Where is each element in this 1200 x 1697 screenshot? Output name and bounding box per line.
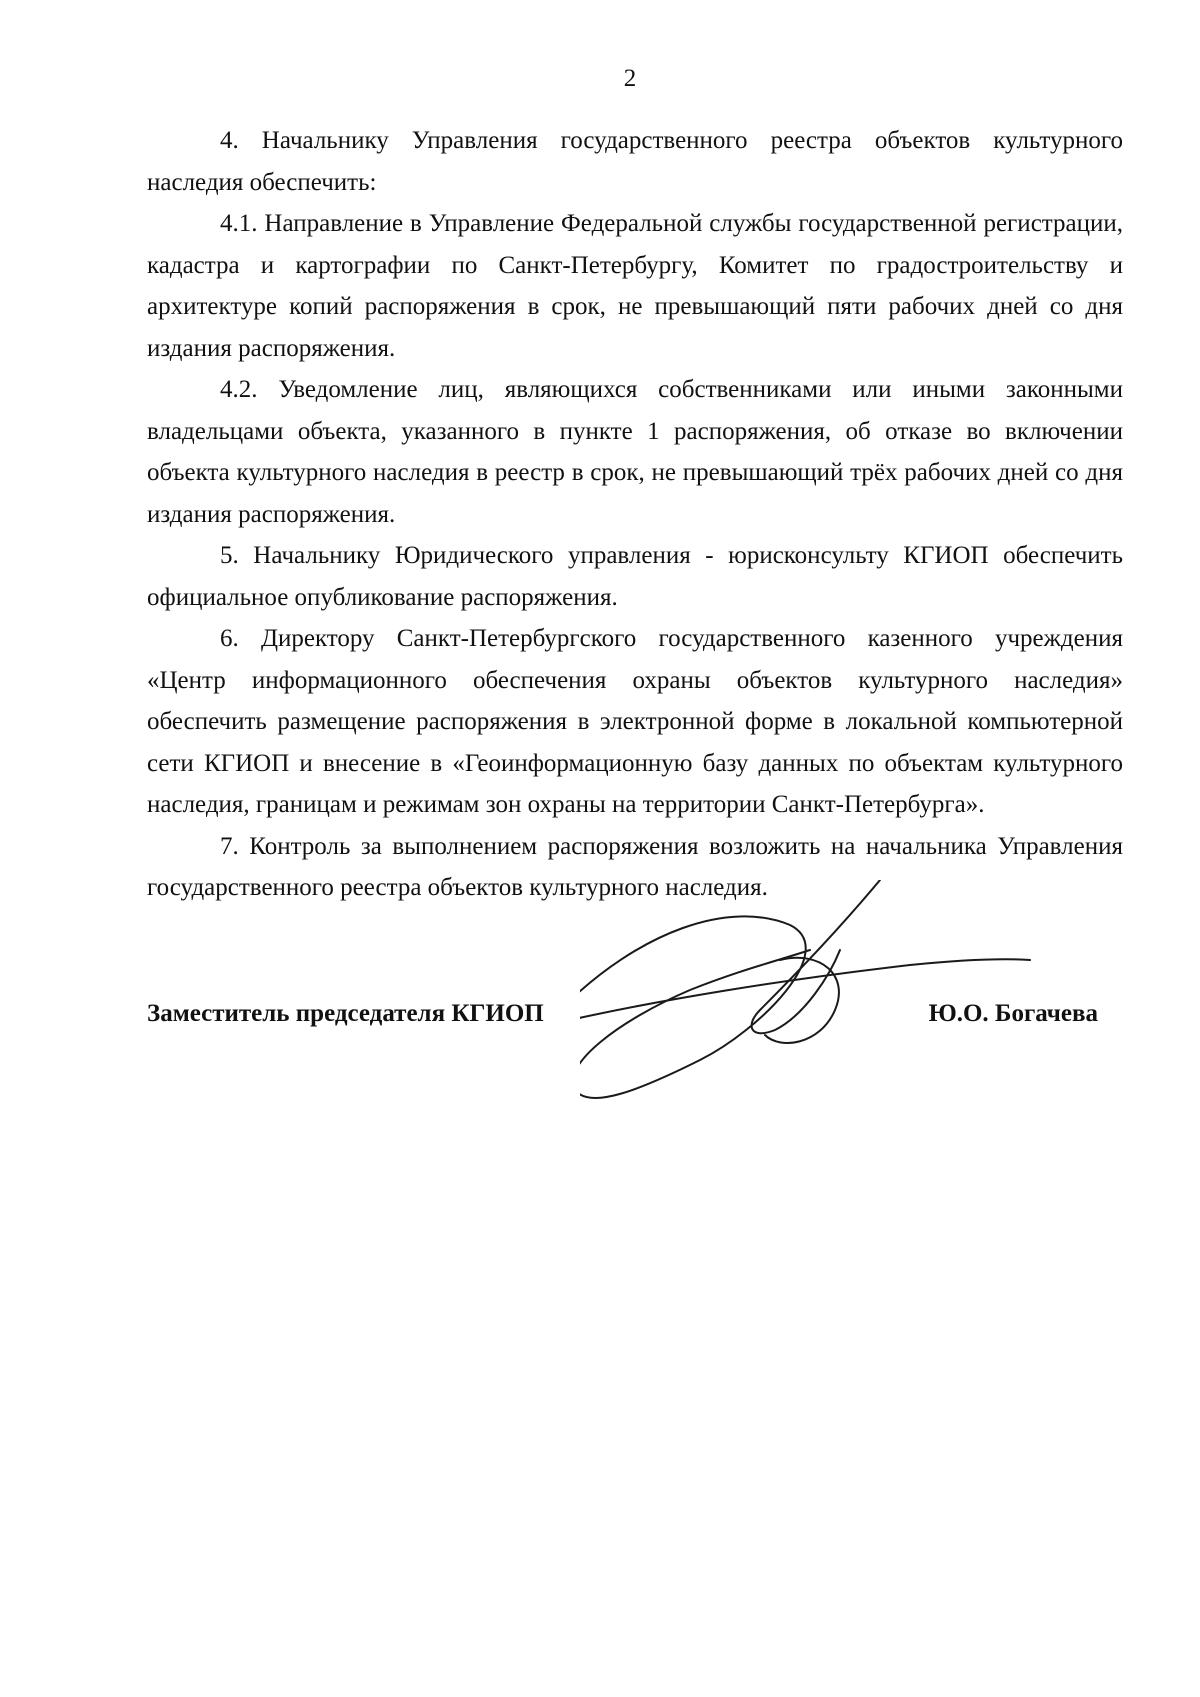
- paragraph-4-2: 4.2. Уведомление лиц, являющихся собственниками или иными законными владельцами объекта, указанного в пункте 1 распоряжения, об отказе во включении объекта культурного наследия в реестр в срок, не превышающий трёх рабочих дней со дня издания распоряжения.: [147, 376, 1123, 528]
- signatory-title: Заместитель председателя КГИОП: [147, 1000, 544, 1027]
- paragraph-5: 5. Начальнику Юридического управления - юрисконсульту КГИОП обеспечить официальное опубликование распоряжения.: [147, 542, 1123, 611]
- signatory-name: Ю.О. Богачева: [928, 1000, 1098, 1027]
- handwritten-signature: [580, 880, 1080, 1110]
- paragraph-7: 7. Контроль за выполнением распоряжения возложить на начальника Управления государственного реестра объектов культурного наследия.: [147, 832, 1123, 901]
- paragraph-6: 6. Директору Санкт-Петербургского государственного казенного учреждения «Центр информационного обеспечения охраны объектов культурного наследия» обеспечить размещение распоряжения в электронной форме в локальной компьютерной сети КГИОП и внесение в «Геоинформационную базу данных по объектам культурного наследия, границам и режимам зон охраны на территории Санкт-Петербурга».: [147, 625, 1123, 818]
- paragraph-4-1: 4.1. Направление в Управление Федеральной службы государственной регистрации, кадастра и картографии по Санкт-Петербургу, Комитет по градостроительству и архитектуре копий распоряжения в срок, не превышающий пяти рабочих дней со дня издания распоряжения.: [147, 210, 1123, 362]
- document-body: [147, 120, 1123, 909]
- signature-block: [147, 1000, 1123, 1040]
- paragraph-4: 4. Начальнику Управления государственного реестра объектов культурного наследия обеспечить:: [147, 127, 1123, 196]
- page-number: 2: [623, 65, 637, 92]
